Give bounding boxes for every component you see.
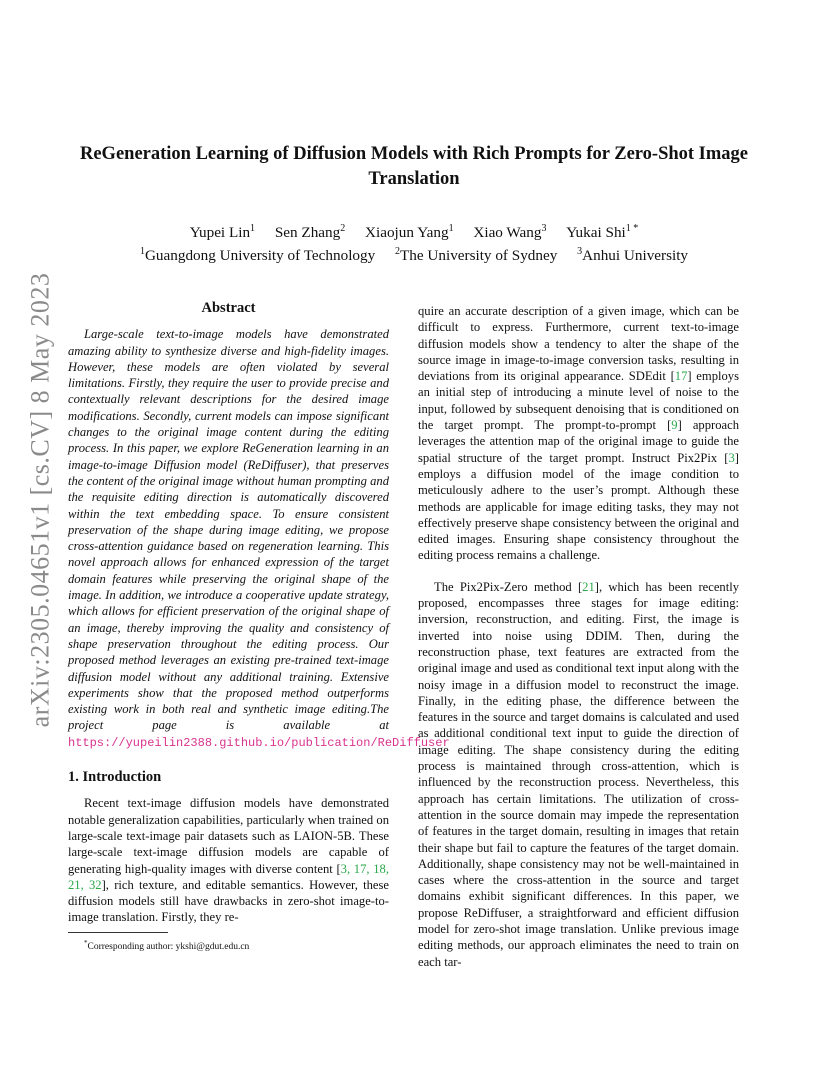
author: Sen Zhang$^2$ [274, 223, 346, 242]
footnote: *Corresponding author: ykshi@gdut.edu.cn [84, 938, 250, 952]
intro-paragraph: Recent text-image diffusion models have demonstrated notable generalization capabilities, particularly when trained on large-scale text-image pair datasets such as LAION-5B. These large-scale text-image diffusion models are capable of generating high-quality images with diverse content [3, 17, 18, 21, 32], rich texture, and editable semantics. However, these diffusion models still have drawbacks in zero-shot image-to-image translation. Firstly, they re- [68, 796, 390, 925]
project-url-link[interactable]: https://yupeilin2388.github.io/publication/ReDiffuser [68, 735, 450, 750]
section-heading-introduction: 1. Introduction [68, 769, 162, 786]
abstract-heading: Abstract [201, 300, 256, 316]
footnote-rule [68, 932, 168, 933]
left-column [68, 300, 450, 954]
citation-link[interactable]: 21 [582, 579, 595, 594]
affiliation: $^3$Anhui University [577, 246, 689, 265]
paper-title: ReGeneration Learning of Diffusion Models with Rich Prompts for Zero-Shot Image Translation [79, 144, 749, 189]
affiliation-list [70, 241, 758, 267]
body-paragraph: quire an accurate description of a given image, which can be difficult to express. Furthermore, current text-to-image diffusion models show a tendency to alter the shape of the source image in image-to-image conversion tasks, resulting in deviations from its original appearance. SDEdit [17] employs an initial step of introducing a minute level of noise to the input, followed by subsequent denoising that is conditioned on the target prompt. The prompt-to-prompt [9] approach leverages the attention map of the original image to guide the spatial structure of the target prompt. Instruct Pix2Pix [3] employs a diffusion model of the image condition to meticulously adhere to the user’s prompt. Although these methods are applicable for image editing tasks, they may not effectively preserve shape consistency between the original and edited images. Ensuring shape consistency throughout the editing process remains a challenge. [418, 304, 739, 563]
arxiv-stamp-text: arXiv:2305.04651v1 [cs.CV] 8 May 2023 [25, 272, 54, 728]
abstract-section [68, 300, 450, 751]
author: Xiaojun Yang$^1$ [365, 223, 454, 242]
citation-link[interactable]: 3, 17, 18, 21, 32 [68, 861, 389, 892]
abstract-body: Large-scale text-to-image models have demonstrated amazing ability to synthesize diverse and high-fidelity images. However, these models are often violated by several limitations. Firstly, they require the user to provide precise and contextually relevant descriptions for the desired image modifications. Secondly, current models can impose significant changes to the original image content during the editing process. In this paper, we explore ReGeneration learning in an image-to-image Diffusion model (ReDiffuser), that preserves the content of the original image without human prompting and the requisite editing direction is automatically discovered within the text embedding space. To ensure consistent preservation of the shape during image editing, we propose cross-attention guidance based on regeneration learning. This novel approach allows for enhanced expression of the target domain features while preserving the original shape of the image. In addition, we introduce a cooperative update strategy, which allows for efficient preservation of the original shape of an image, thereby improving the quality and consistency of shape preservation throughout the editing process. Our proposed method leverages an existing pre-trained text-image diffusion model without any additional training. Extensive experiments show that the proposed method outperforms existing work in both real and synthetic image editing.The project page is available at https://yupeilin2388.github.io/publication/ReDiffuser [68, 327, 450, 750]
affiliation: $^1$Guangdong University of Technology [139, 246, 376, 265]
affiliation: $^2$The University of Sydney [395, 246, 558, 265]
citation-link[interactable]: 17 [674, 369, 688, 384]
citation-link[interactable]: 3 [728, 450, 735, 465]
author: Xiao Wang$^3$ [473, 223, 547, 242]
citation-link[interactable]: 9 [671, 418, 678, 433]
right-column [418, 303, 739, 970]
author: Yukai Shi$^{1 *}$ [566, 223, 639, 242]
author: Yupei Lin$^1$ [189, 223, 256, 242]
body-paragraph: The Pix2Pix-Zero method [21], which has been recently proposed, encompasses three stages for image editing: inversion, reconstruction, and editing. First, the image is inverted into noise using DDIM. Then, during the reconstruction phase, text features are extracted from the original image and used as conditional text input along with the noisy image in a diffusion model to reconstruct the image. Finally, in the editing phase, the difference between the features in the source and target domains is calculated and used as additional conditional text input to guide the direction of image editing. The shape consistency during the editing process is maintained through cross-attention, which is influenced by the reconstruction process. Nevertheless, this approach has certain limitations. The utilization of cross-attention in the source domain may impede the representation of features in the target domain, resulting in images that retain their shape but fail to capture the features of the target domain. Additionally, shape consistency may not be well-maintained in cases where the cross-attention in the source and target domains exhibit significant differences. In this paper, we propose ReDiffuser, a straightforward and efficient diffusion model for zero-shot image translation. Unlike previous image editing methods, our approach eliminates the need to train on each tar- [418, 579, 739, 969]
arxiv-stamp [20, 272, 60, 728]
